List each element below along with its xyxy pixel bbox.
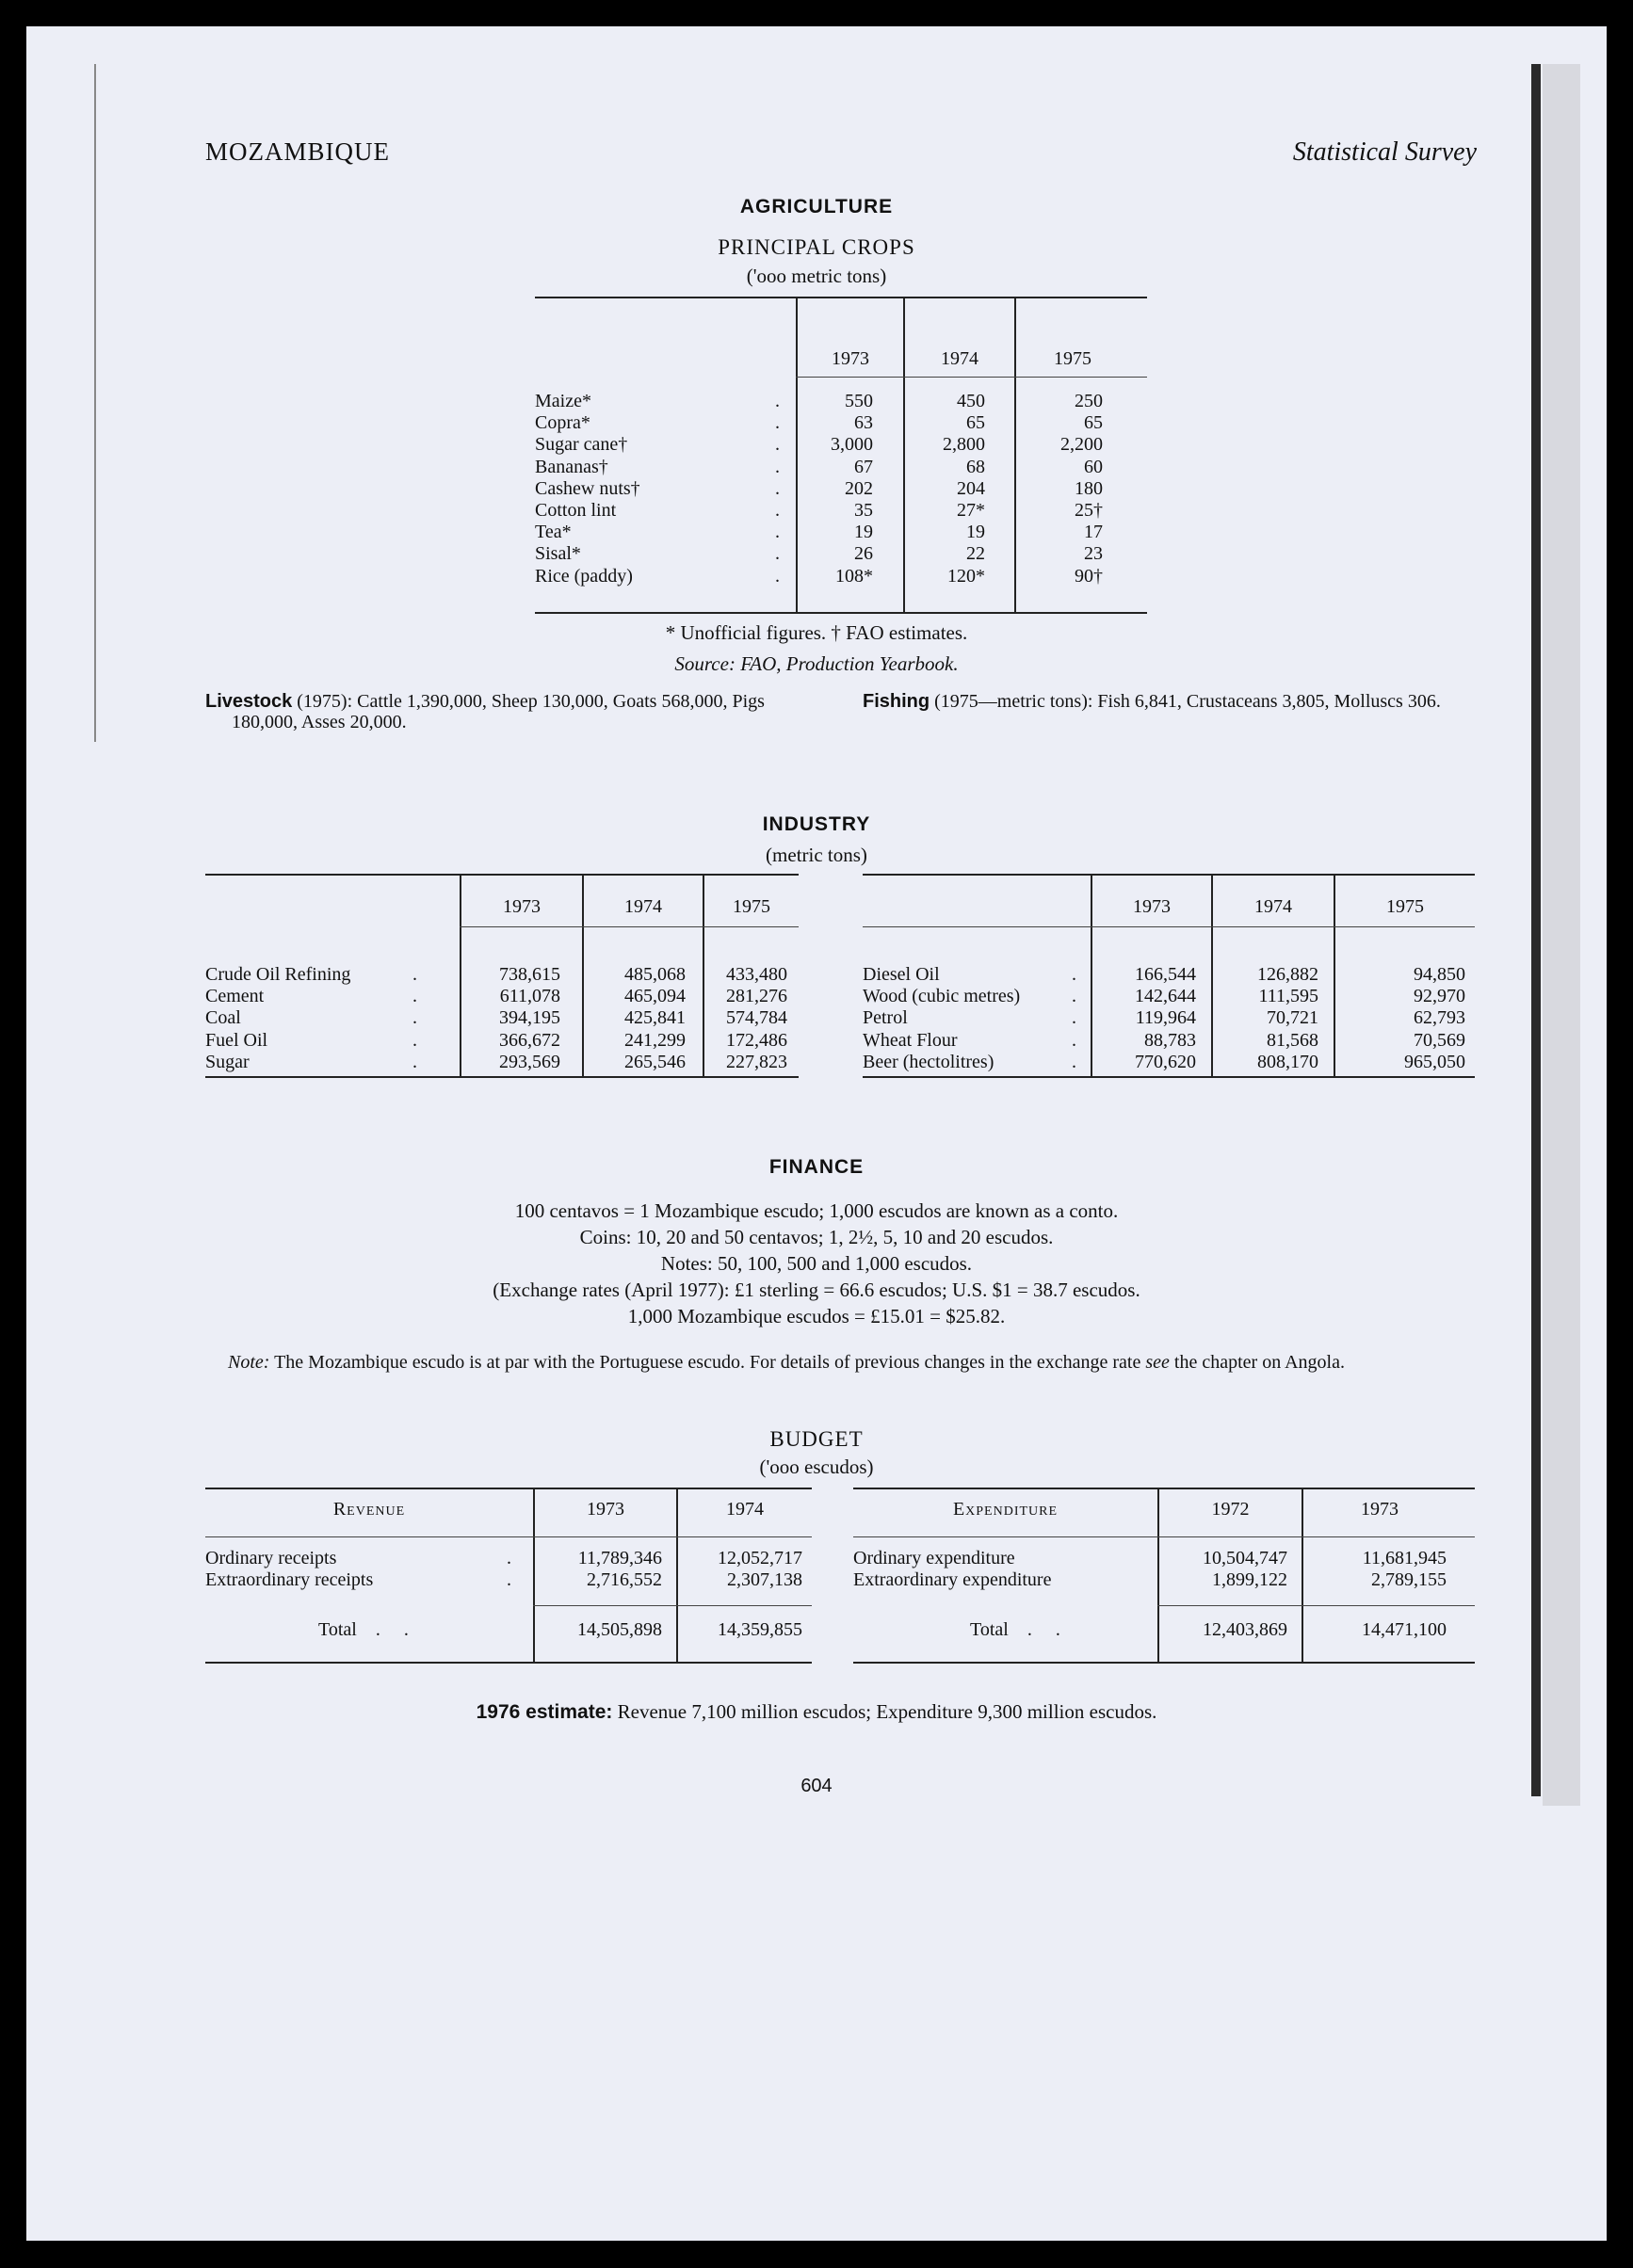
table-cell-value: 202 [845,477,873,499]
table-cell-value: 394,195 [499,1007,560,1029]
note-tail: the chapter on Angola. [1173,1352,1345,1373]
industry-year-header: 1975 [1386,896,1424,917]
table-row-label: Rice (paddy) [535,565,633,587]
table-cell-value: 204 [957,477,985,499]
budget-estimate [26,1700,1607,1724]
leader-dots: . [775,477,780,499]
industry-table-right [863,874,1475,1076]
table-row-label: Cement [205,986,265,1007]
livestock-paragraph [205,691,834,732]
table-cell-value: 23 [1084,543,1103,565]
leader-dots: . [1072,1051,1076,1072]
revenue-table [205,1488,812,1662]
leader-dots: . [1072,1007,1076,1029]
running-head-country: MOZAMBIQUE [205,137,390,166]
table-cell-value: 60 [1084,456,1103,477]
table-cell-value: 92,970 [1414,986,1465,1007]
expenditure-year-header: 1973 [1361,1499,1399,1520]
table-cell-value: 425,841 [624,1007,686,1029]
table-cell-value: 550 [845,391,873,411]
table-row-label: Sugar cane† [535,434,628,456]
expenditure-total-value: 12,403,869 [1203,1619,1287,1640]
industry-table-left [205,874,799,1076]
table-cell-value: 965,050 [1404,1051,1465,1072]
source-label: Source: [674,652,736,675]
note-see: see [1145,1352,1170,1373]
table-cell-value: 62,793 [1414,1007,1465,1029]
table-cell-value: 2,789,155 [1371,1569,1447,1590]
table-cell-value: 227,823 [726,1051,787,1072]
crops-table [535,297,1147,612]
finance-line: Notes: 50, 100, 500 and 1,000 escudos. [660,1252,973,1275]
table-cell-value: 770,620 [1135,1051,1196,1072]
table-cell-value: 35 [854,500,873,521]
table-row-label: Sugar [205,1051,250,1072]
table-row-label: Beer (hectolitres) [863,1051,994,1072]
table-cell-value: 485,068 [624,964,686,985]
table-cell-value: 241,299 [624,1029,686,1051]
table-cell-value: 366,672 [499,1029,560,1051]
agriculture-heading: AGRICULTURE [739,196,894,217]
industry-year-header: 1975 [733,896,770,917]
table-cell-value: 19 [966,522,985,543]
table-cell-value: 293,569 [499,1051,560,1072]
industry-year-header: 1974 [1254,896,1292,917]
industry-unit: (metric tons) [766,844,867,866]
crops-footnote: * Unofficial figures. † FAO estimates. [665,621,968,644]
table-row-label: Crude Oil Refining [205,964,351,985]
expenditure-total-label: Total . . [970,1619,1060,1640]
industry-heading: INDUSTRY [762,813,871,835]
leader-dots: . [775,412,780,434]
table-cell-value: 67 [854,456,873,477]
crops-unit: ('ooo metric tons) [746,265,887,287]
table-cell-value: 433,480 [726,964,787,985]
table-cell-value: 94,850 [1414,964,1465,985]
revenue-total-value: 14,359,855 [718,1619,802,1640]
source-text: FAO, Production Yearbook. [740,652,959,675]
table-cell-value: 70,721 [1267,1007,1318,1029]
table-cell-value: 2,716,552 [587,1569,662,1590]
expenditure-year-header: 1972 [1211,1499,1250,1520]
industry-year-header: 1973 [1133,896,1171,917]
note-text: The Mozambique escudo is at par with the Portuguese escudo. For details of previous changes in the exchange rate [274,1352,1141,1373]
table-cell-value: 119,964 [1135,1007,1196,1029]
table-cell-value: 81,568 [1267,1029,1318,1051]
table-row-label: Extraordinary expenditure [853,1569,1052,1590]
table-cell-value: 281,276 [726,986,787,1007]
table-cell-value: 25† [1075,500,1103,521]
table-cell-value: 90† [1075,565,1103,587]
revenue-year-header: 1973 [587,1499,624,1520]
table-cell-value: 10,504,747 [1203,1548,1287,1568]
table-row-label: Bananas† [535,456,608,477]
crops-table-title: PRINCIPAL CROPS [718,235,915,259]
table-row-label: Coal [205,1007,241,1029]
table-row-label: Petrol [863,1007,908,1029]
table-row-label: Ordinary receipts [205,1548,337,1568]
table-row-label: Diesel Oil [863,964,940,985]
crops-source [26,652,1607,676]
finance-line: 1,000 Mozambique escudos = £15.01 = $25.82. [627,1305,1006,1327]
table-cell-value: 19 [854,522,873,543]
table-cell-value: 63 [854,412,873,434]
document-page [26,26,1607,2241]
table-cell-value: 27* [957,500,985,521]
table-cell-value: 26 [854,543,873,565]
leader-dots: . [775,522,780,543]
table-cell-value: 65 [966,412,985,434]
table-cell-value: 250 [1075,391,1103,411]
leader-dots: . [775,456,780,477]
finance-line: 100 centavos = 1 Mozambique escudo; 1,000 escudos are known as a conto. [514,1199,1119,1222]
table-cell-value: 808,170 [1257,1051,1318,1072]
industry-year-header: 1974 [624,896,662,917]
leader-dots: . [1072,964,1076,985]
fishing-paragraph [863,691,1501,712]
table-row-label: Extraordinary receipts [205,1569,374,1590]
leader-dots: . [412,1007,417,1029]
expenditure-header: Expenditure [952,1499,1059,1520]
table-row-label: Maize* [535,391,591,411]
budget-unit: ('ooo escudos) [759,1456,874,1478]
table-row-label: Wheat Flour [863,1029,958,1051]
table-row-label: Tea* [535,522,572,543]
table-cell-value: 12,052,717 [718,1548,802,1568]
table-cell-value: 166,544 [1135,964,1196,985]
finance-heading: FINANCE [768,1156,865,1178]
table-row-label: Wood (cubic metres) [863,986,1021,1007]
leader-dots: . [775,565,780,587]
livestock-label: Livestock [205,691,293,712]
industry-year-header: 1973 [503,896,541,917]
table-cell-value: 22 [966,543,985,565]
budget-title: BUDGET [769,1427,864,1451]
table-cell-value: 611,078 [499,986,560,1007]
table-row-label: Cashew nuts† [535,477,640,499]
table-cell-value: 68 [966,456,985,477]
table-cell-value: 126,882 [1257,964,1318,985]
table-cell-value: 111,595 [1258,986,1318,1007]
table-cell-value: 450 [957,391,985,411]
table-row-label: Cotton lint [535,500,617,521]
leader-dots: . [1072,1029,1076,1051]
finance-note [205,1352,1477,1373]
revenue-total-label: Total . . [318,1619,409,1640]
table-cell-value: 65 [1084,412,1103,434]
table-cell-value: 465,094 [624,986,686,1007]
leader-dots: . [412,964,417,985]
revenue-year-header: 1974 [726,1499,764,1520]
table-cell-value: 142,644 [1135,986,1196,1007]
leader-dots: . [775,434,780,456]
leader-dots: . [412,1029,417,1051]
leader-dots: . [1072,986,1076,1007]
leader-dots: . [775,500,780,521]
crops-year-header: 1975 [1054,348,1091,369]
table-cell-value: 88,783 [1144,1029,1196,1051]
crops-year-header: 1973 [832,348,869,369]
page-edge-shadow [1543,64,1580,1806]
table-cell-value: 172,486 [726,1029,787,1051]
leader-dots: . [775,391,780,411]
table-cell-value: 180 [1075,477,1103,499]
table-cell-value: 17 [1084,522,1103,543]
table-row-label: Fuel Oil [205,1029,268,1051]
table-cell-value: 3,000 [831,434,873,456]
table-cell-value: 738,615 [499,964,560,985]
page-number: 604 [800,1776,833,1796]
table-cell-value: 108* [835,565,873,587]
expenditure-table [853,1488,1475,1662]
crops-year-header: 1974 [941,348,978,369]
table-cell-value: 2,307,138 [727,1569,802,1590]
table-cell-value: 265,546 [624,1051,686,1072]
page-edge-right [1531,64,1541,1796]
table-cell-value: 2,200 [1060,434,1103,456]
finance-line: (Exchange rates (April 1977): £1 sterling = 66.6 escudos; U.S. $1 = 38.7 escudos. [493,1279,1140,1301]
table-cell-value: 11,681,945 [1362,1548,1447,1568]
livestock-text: (1975): Cattle 1,390,000, Sheep 130,000, Goats 568,000, Pigs 180,000, Asses 20,000. [232,691,765,732]
table-cell-value: 70,569 [1414,1029,1465,1051]
leader-dots: . [775,543,780,565]
leader-dots: . [507,1569,511,1590]
revenue-total-value: 14,505,898 [577,1619,662,1640]
leader-dots: . [412,986,417,1007]
note-label: Note: [228,1352,270,1373]
table-row-label: Ordinary expenditure [853,1548,1015,1568]
estimate-label: 1976 estimate: [476,1701,613,1723]
finance-line: Coins: 10, 20 and 50 centavos; 1, 2½, 5, 10 and 20 escudos. [579,1226,1054,1248]
table-cell-value: 120* [947,565,985,587]
revenue-header: Revenue [332,1499,406,1520]
table-cell-value: 1,899,122 [1212,1569,1287,1590]
table-cell-value: 574,784 [726,1007,787,1029]
table-row-label: Sisal* [535,543,581,565]
table-cell-value: 2,800 [943,434,985,456]
fishing-text: (1975—metric tons): Fish 6,841, Crustaceans 3,805, Molluscs 306. [934,691,1441,712]
fishing-label: Fishing [863,691,930,712]
estimate-text: Revenue 7,100 million escudos; Expenditure 9,300 million escudos. [617,1700,1157,1723]
leader-dots: . [412,1051,417,1072]
running-head-section: Statistical Survey [1292,137,1477,167]
expenditure-total-value: 14,471,100 [1362,1619,1447,1640]
table-row-label: Copra* [535,412,590,434]
table-cell-value: 11,789,346 [577,1548,662,1568]
leader-dots: . [507,1548,511,1568]
